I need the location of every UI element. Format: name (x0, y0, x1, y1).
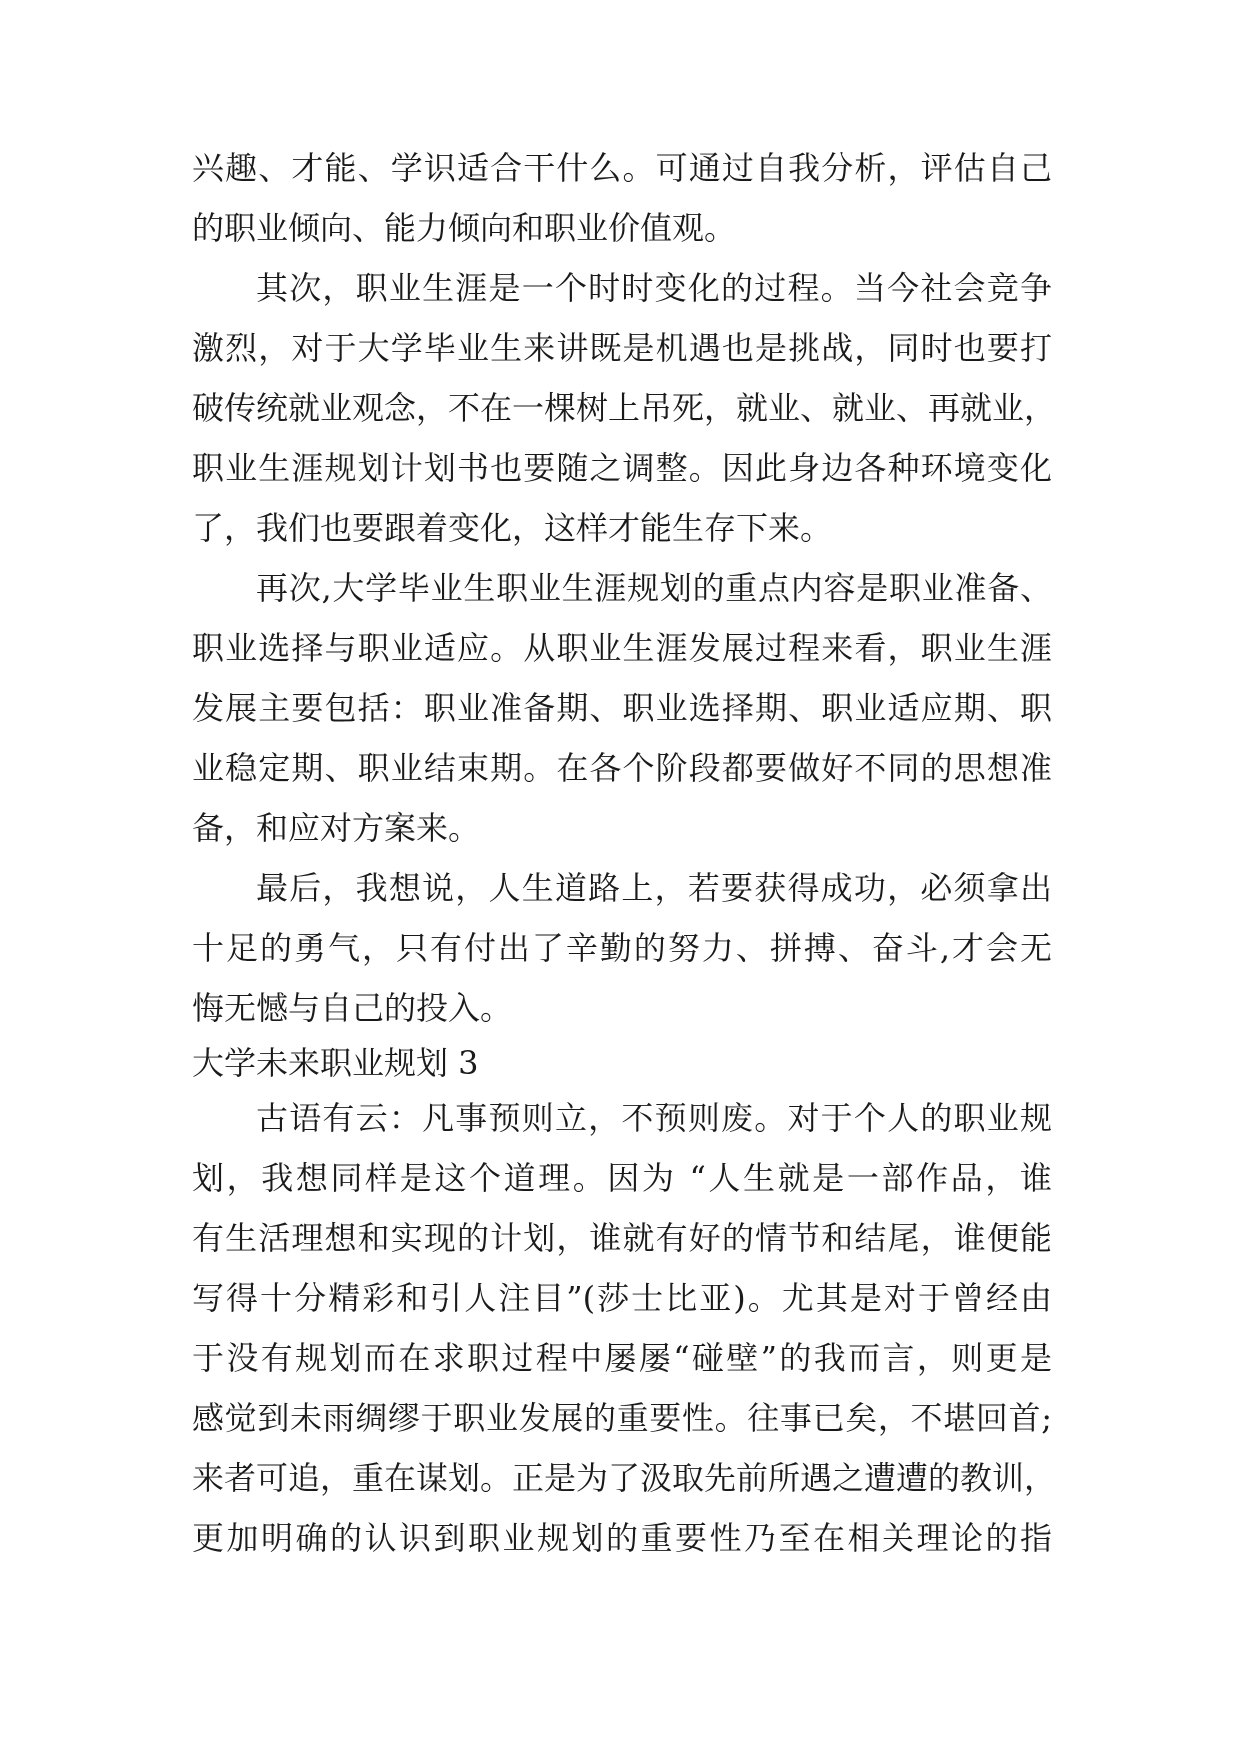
paragraph-line: 划，我想同样是这个道理。因为 “人生就是一部作品，谁 (192, 1159, 1052, 1197)
paragraph-line: 破传统就业观念，不在一棵树上吊死，就业、就业、再就业， (192, 389, 1057, 427)
paragraph-line: 发展主要包括：职业准备期、职业选择期、职业适应期、职 (192, 689, 1052, 727)
paragraph-line: 激烈，对于大学毕业生来讲既是机遇也是挑战，同时也要打 (192, 329, 1052, 367)
paragraph-line: 再次,大学毕业生职业生涯规划的重点内容是职业准备、 (256, 569, 1052, 607)
paragraph-line: 兴趣、才能、学识适合干什么。可通过自我分析，评估自己 (192, 149, 1052, 187)
paragraph-line: 职业选择与职业适应。从职业生涯发展过程来看，职业生涯 (192, 629, 1052, 667)
paragraph-line: 的职业倾向、能力倾向和职业价值观。 (192, 209, 737, 247)
paragraph-line: 其次，职业生涯是一个时时变化的过程。当今社会竞争 (256, 269, 1052, 307)
paragraph-line: 古语有云：凡事预则立，不预则废。对于个人的职业规 (256, 1099, 1052, 1137)
paragraph-line: 最后，我想说，人生道路上，若要获得成功，必须拿出 (256, 869, 1052, 907)
paragraph-line: 悔无憾与自己的投入。 (192, 989, 513, 1027)
paragraph-line: 备，和应对方案来。 (192, 809, 481, 847)
paragraph-line: 来者可追，重在谋划。正是为了汲取先前所遇之遭遭的教训， (192, 1459, 1057, 1497)
paragraph-line: 写得十分精彩和引人注目”(莎士比亚)。尤其是对于曾经由 (192, 1279, 1052, 1317)
paragraph-line: 业稳定期、职业结束期。在各个阶段都要做好不同的思想准 (192, 749, 1052, 787)
paragraph-line: 职业生涯规划计划书也要随之调整。因此身边各种环境变化 (192, 449, 1052, 487)
paragraph-line: 了，我们也要跟着变化，这样才能生存下来。 (192, 509, 833, 547)
paragraph-line: 更加明确的认识到职业规划的重要性乃至在相关理论的指 (192, 1519, 1052, 1557)
paragraph-line: 有生活理想和实现的计划，谁就有好的情节和结尾，谁便能 (192, 1219, 1052, 1257)
paragraph-line: 于没有规划而在求职过程中屡屡“碰壁”的我而言，则更是 (192, 1339, 1052, 1377)
paragraph-line: 十足的勇气，只有付出了辛勤的努力、拼搏、奋斗,才会无 (192, 929, 1052, 967)
section-heading: 大学未来职业规划 3 (192, 1044, 479, 1082)
paragraph-line: 感觉到未雨绸缪于职业发展的重要性。往事已矣，不堪回首; (192, 1399, 1052, 1437)
